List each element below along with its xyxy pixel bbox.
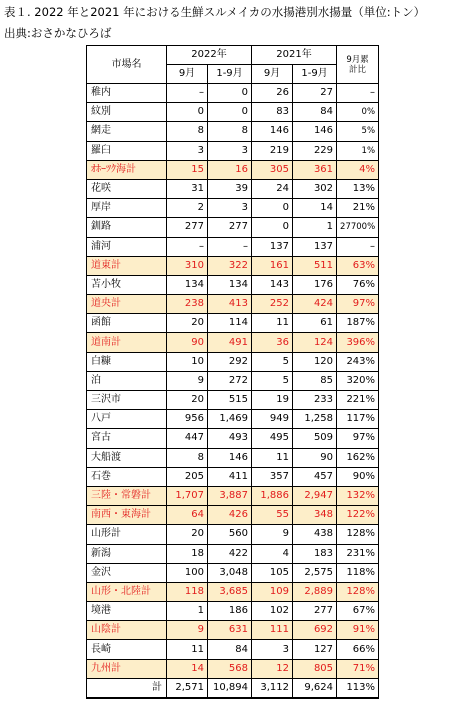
cell-2022-sep: 20 <box>167 525 208 544</box>
market-name: 宮古 <box>87 429 167 448</box>
cell-2021-sep: 219 <box>252 141 293 160</box>
market-name: 紋別 <box>87 103 167 122</box>
cell-2021-jansep: 2,575 <box>293 563 337 582</box>
table-row <box>87 544 379 563</box>
cell-2022-jansep: 3,048 <box>208 563 252 582</box>
table-row <box>87 141 379 160</box>
cell-2021-sep: 357 <box>252 467 293 486</box>
cell-2021-jansep: 176 <box>293 275 337 294</box>
cell-2022-sep: – <box>167 237 208 256</box>
cell-2022-jansep: 568 <box>208 659 252 678</box>
cell-2022-jansep: 3 <box>208 141 252 160</box>
cell-ratio: – <box>337 237 379 256</box>
cell-ratio: 71% <box>337 659 379 678</box>
cell-2022-jansep: 411 <box>208 467 252 486</box>
market-name: 稚内 <box>87 84 167 103</box>
cell-2022-jansep: 114 <box>208 314 252 333</box>
table-body <box>87 84 379 679</box>
cell-2021-jansep: 348 <box>293 506 337 525</box>
market-name: 三陸・常磐計 <box>87 486 167 505</box>
cell-ratio: 118% <box>337 563 379 582</box>
market-name: 金沢 <box>87 563 167 582</box>
table-row <box>87 218 379 237</box>
cell-2021-sep: 11 <box>252 448 293 467</box>
cell-ratio: 76% <box>337 275 379 294</box>
header-ratio <box>337 46 379 84</box>
market-name: 道央計 <box>87 295 167 314</box>
cell-ratio: 396% <box>337 333 379 352</box>
cell-ratio: 128% <box>337 525 379 544</box>
cell-2022-sep: 20 <box>167 314 208 333</box>
cell-2022-sep: 31 <box>167 179 208 198</box>
cell-2021-sep: 161 <box>252 256 293 275</box>
cell-2021-sep: 55 <box>252 506 293 525</box>
cell-2022-sep: 205 <box>167 467 208 486</box>
market-name: 釧路 <box>87 218 167 237</box>
cell-2022-sep: 3 <box>167 141 208 160</box>
table-row <box>87 84 379 103</box>
header-2021-sep: 9月 <box>252 65 293 84</box>
cell-2022-sep: 11 <box>167 640 208 659</box>
cell-2021-jansep: 90 <box>293 448 337 467</box>
table-row <box>87 391 379 410</box>
cell-2021-sep: 146 <box>252 122 293 141</box>
cell-2021-sep: 4 <box>252 544 293 563</box>
table-row <box>87 429 379 448</box>
cell-2021-jansep: 1 <box>293 218 337 237</box>
market-name: 長崎 <box>87 640 167 659</box>
header-year-2021: 2021年 <box>252 46 337 65</box>
cell-2022-sep: 277 <box>167 218 208 237</box>
cell-2022-jansep: 3,685 <box>208 582 252 601</box>
cell-2021-jansep: 511 <box>293 256 337 275</box>
cell-2022-sep: 9 <box>167 371 208 390</box>
subtotal-row <box>87 256 379 275</box>
table-row <box>87 314 379 333</box>
header-ratio-text: 9月累 計比 <box>346 54 369 75</box>
cell-2021-sep: 143 <box>252 275 293 294</box>
cell-2021-sep: 83 <box>252 103 293 122</box>
cell-2022-jansep: 322 <box>208 256 252 275</box>
cell-ratio: 66% <box>337 640 379 659</box>
cell-2021-jansep: 61 <box>293 314 337 333</box>
cell-2021-sep: 11 <box>252 314 293 333</box>
market-name: 花咲 <box>87 179 167 198</box>
total-row <box>87 678 379 698</box>
market-name: 八戸 <box>87 410 167 429</box>
cell-2021-sep: 252 <box>252 295 293 314</box>
market-name: 九州計 <box>87 659 167 678</box>
cell-2021-jansep: 457 <box>293 467 337 486</box>
market-name: 浦河 <box>87 237 167 256</box>
cell-2021-jansep: 302 <box>293 179 337 198</box>
market-name: 境港 <box>87 602 167 621</box>
cell-2021-jansep: 1,258 <box>293 410 337 429</box>
cell-2021-jansep: 424 <box>293 295 337 314</box>
market-name: 山形・北陸計 <box>87 582 167 601</box>
cell-2022-sep: 15 <box>167 160 208 179</box>
cell-2022-sep: 0 <box>167 103 208 122</box>
table-row <box>87 602 379 621</box>
table-row <box>87 352 379 371</box>
cell-ratio: 128% <box>337 582 379 601</box>
cell-2021-jansep: 124 <box>293 333 337 352</box>
cell-2021-sep: 12 <box>252 659 293 678</box>
cell-2021-sep: 24 <box>252 179 293 198</box>
cell-ratio: 97% <box>337 295 379 314</box>
market-name: 泊 <box>87 371 167 390</box>
market-name: 石巻 <box>87 467 167 486</box>
cell-2022-sep: 118 <box>167 582 208 601</box>
cell-ratio: 5% <box>337 122 379 141</box>
subtotal-row <box>87 160 379 179</box>
market-name: 白糠 <box>87 352 167 371</box>
market-name: ｵﾎｰﾂｸ海計 <box>87 160 167 179</box>
cell-2022-jansep: 1,469 <box>208 410 252 429</box>
subtotal-row <box>87 486 379 505</box>
market-name: 大船渡 <box>87 448 167 467</box>
cell-2021-jansep: 84 <box>293 103 337 122</box>
cell-ratio: 21% <box>337 199 379 218</box>
cell-2022-jansep: 146 <box>208 448 252 467</box>
total-2021-jansep: 9,624 <box>293 678 337 698</box>
cell-2022-sep: 64 <box>167 506 208 525</box>
cell-ratio: 91% <box>337 621 379 640</box>
header-2022-jansep: 1-9月 <box>208 65 252 84</box>
header-2022-sep: 9月 <box>167 65 208 84</box>
cell-2022-jansep: 493 <box>208 429 252 448</box>
cell-2022-jansep: 277 <box>208 218 252 237</box>
cell-ratio: 122% <box>337 506 379 525</box>
cell-2022-jansep: 3,887 <box>208 486 252 505</box>
cell-ratio: – <box>337 84 379 103</box>
cell-2021-sep: 102 <box>252 602 293 621</box>
table-row <box>87 237 379 256</box>
cell-2021-jansep: 2,889 <box>293 582 337 601</box>
cell-2021-jansep: 127 <box>293 640 337 659</box>
cell-2021-sep: 109 <box>252 582 293 601</box>
cell-2021-sep: 1,886 <box>252 486 293 505</box>
cell-ratio: 90% <box>337 467 379 486</box>
cell-2021-jansep: 14 <box>293 199 337 218</box>
landings-table <box>86 45 379 699</box>
cell-2022-sep: 956 <box>167 410 208 429</box>
cell-ratio: 13% <box>337 179 379 198</box>
cell-ratio: 132% <box>337 486 379 505</box>
header-year-2022: 2022年 <box>167 46 252 65</box>
cell-ratio: 67% <box>337 602 379 621</box>
subtotal-row <box>87 621 379 640</box>
cell-2021-sep: 36 <box>252 333 293 352</box>
cell-ratio: 187% <box>337 314 379 333</box>
table-row <box>87 563 379 582</box>
cell-2021-sep: 19 <box>252 391 293 410</box>
cell-2022-sep: 8 <box>167 122 208 141</box>
header-2021-jansep: 1-9月 <box>293 65 337 84</box>
cell-2021-sep: 9 <box>252 525 293 544</box>
cell-ratio: 162% <box>337 448 379 467</box>
cell-2022-jansep: 0 <box>208 84 252 103</box>
cell-ratio: 117% <box>337 410 379 429</box>
cell-ratio: 221% <box>337 391 379 410</box>
cell-2021-sep: 137 <box>252 237 293 256</box>
table-footer <box>87 678 379 698</box>
cell-2022-sep: 134 <box>167 275 208 294</box>
cell-2022-jansep: 491 <box>208 333 252 352</box>
cell-2022-sep: 100 <box>167 563 208 582</box>
cell-2022-jansep: 3 <box>208 199 252 218</box>
market-name: 道南計 <box>87 333 167 352</box>
cell-2021-jansep: 229 <box>293 141 337 160</box>
cell-2022-sep: – <box>167 84 208 103</box>
table-row <box>87 199 379 218</box>
table-row <box>87 448 379 467</box>
total-label: 計 <box>87 678 167 698</box>
market-name: 厚岸 <box>87 199 167 218</box>
cell-2021-sep: 105 <box>252 563 293 582</box>
cell-2021-jansep: 183 <box>293 544 337 563</box>
market-name: 南西・東海計 <box>87 506 167 525</box>
cell-ratio: 243% <box>337 352 379 371</box>
cell-2022-jansep: 0 <box>208 103 252 122</box>
cell-ratio: 0% <box>337 103 379 122</box>
total-ratio: 113% <box>337 678 379 698</box>
table-row <box>87 410 379 429</box>
cell-2021-sep: 26 <box>252 84 293 103</box>
subtotal-row <box>87 333 379 352</box>
cell-2022-jansep: 292 <box>208 352 252 371</box>
cell-2021-sep: 111 <box>252 621 293 640</box>
cell-2022-sep: 9 <box>167 621 208 640</box>
total-2021-sep: 3,112 <box>252 678 293 698</box>
table-row <box>87 103 379 122</box>
cell-ratio: 4% <box>337 160 379 179</box>
cell-2021-jansep: 692 <box>293 621 337 640</box>
table-row <box>87 179 379 198</box>
table-row <box>87 371 379 390</box>
total-2022-sep: 2,571 <box>167 678 208 698</box>
market-name: 山形計 <box>87 525 167 544</box>
market-name: 道東計 <box>87 256 167 275</box>
cell-2021-sep: 495 <box>252 429 293 448</box>
subtotal-row <box>87 659 379 678</box>
market-name: 羅臼 <box>87 141 167 160</box>
cell-2022-jansep: 186 <box>208 602 252 621</box>
table-title: 表１. 2022 年と2021 年における生鮮スルメイカの水揚港別水揚量（単位:トン） <box>4 5 426 19</box>
cell-2021-jansep: 146 <box>293 122 337 141</box>
cell-2021-jansep: 27 <box>293 84 337 103</box>
market-name: 新潟 <box>87 544 167 563</box>
market-name: 苫小牧 <box>87 275 167 294</box>
cell-2021-jansep: 361 <box>293 160 337 179</box>
header-market: 市場名 <box>87 46 167 84</box>
cell-2022-sep: 10 <box>167 352 208 371</box>
cell-2021-jansep: 438 <box>293 525 337 544</box>
cell-2022-jansep: 426 <box>208 506 252 525</box>
cell-2021-jansep: 120 <box>293 352 337 371</box>
table-row <box>87 275 379 294</box>
cell-2022-jansep: 560 <box>208 525 252 544</box>
cell-2022-jansep: 84 <box>208 640 252 659</box>
source-note: 出典:おさかなひろば <box>4 26 112 40</box>
cell-2022-sep: 447 <box>167 429 208 448</box>
table-header <box>87 46 379 84</box>
cell-2021-jansep: 137 <box>293 237 337 256</box>
cell-ratio: 1% <box>337 141 379 160</box>
table-row <box>87 467 379 486</box>
cell-2021-jansep: 277 <box>293 602 337 621</box>
cell-2021-jansep: 85 <box>293 371 337 390</box>
cell-2022-jansep: 515 <box>208 391 252 410</box>
cell-2022-sep: 18 <box>167 544 208 563</box>
cell-2021-sep: 949 <box>252 410 293 429</box>
cell-2022-sep: 8 <box>167 448 208 467</box>
cell-ratio: 27700% <box>337 218 379 237</box>
cell-2022-jansep: 413 <box>208 295 252 314</box>
cell-2022-jansep: 8 <box>208 122 252 141</box>
table-row <box>87 122 379 141</box>
cell-2022-sep: 310 <box>167 256 208 275</box>
market-name: 三沢市 <box>87 391 167 410</box>
cell-ratio: 97% <box>337 429 379 448</box>
total-2022-jansep: 10,894 <box>208 678 252 698</box>
market-name: 網走 <box>87 122 167 141</box>
table-row <box>87 525 379 544</box>
cell-2022-jansep: 134 <box>208 275 252 294</box>
cell-ratio: 231% <box>337 544 379 563</box>
cell-2022-jansep: 422 <box>208 544 252 563</box>
cell-2021-sep: 5 <box>252 352 293 371</box>
cell-2022-jansep: 631 <box>208 621 252 640</box>
cell-2022-jansep: 16 <box>208 160 252 179</box>
cell-ratio: 320% <box>337 371 379 390</box>
cell-2021-sep: 0 <box>252 218 293 237</box>
cell-2022-sep: 20 <box>167 391 208 410</box>
cell-2021-jansep: 233 <box>293 391 337 410</box>
cell-2022-sep: 1,707 <box>167 486 208 505</box>
cell-2021-jansep: 2,947 <box>293 486 337 505</box>
market-name: 函館 <box>87 314 167 333</box>
cell-2022-sep: 90 <box>167 333 208 352</box>
cell-2022-jansep: 39 <box>208 179 252 198</box>
market-name: 山陰計 <box>87 621 167 640</box>
cell-2022-sep: 238 <box>167 295 208 314</box>
subtotal-row <box>87 506 379 525</box>
cell-2022-sep: 2 <box>167 199 208 218</box>
subtotal-row <box>87 295 379 314</box>
cell-2022-jansep: – <box>208 237 252 256</box>
cell-2022-jansep: 272 <box>208 371 252 390</box>
subtotal-row <box>87 582 379 601</box>
cell-2021-sep: 5 <box>252 371 293 390</box>
cell-2021-sep: 305 <box>252 160 293 179</box>
cell-ratio: 63% <box>337 256 379 275</box>
cell-2021-sep: 3 <box>252 640 293 659</box>
cell-2022-sep: 14 <box>167 659 208 678</box>
cell-2021-jansep: 509 <box>293 429 337 448</box>
cell-2021-jansep: 805 <box>293 659 337 678</box>
cell-2022-sep: 1 <box>167 602 208 621</box>
cell-2021-sep: 0 <box>252 199 293 218</box>
table-row <box>87 640 379 659</box>
